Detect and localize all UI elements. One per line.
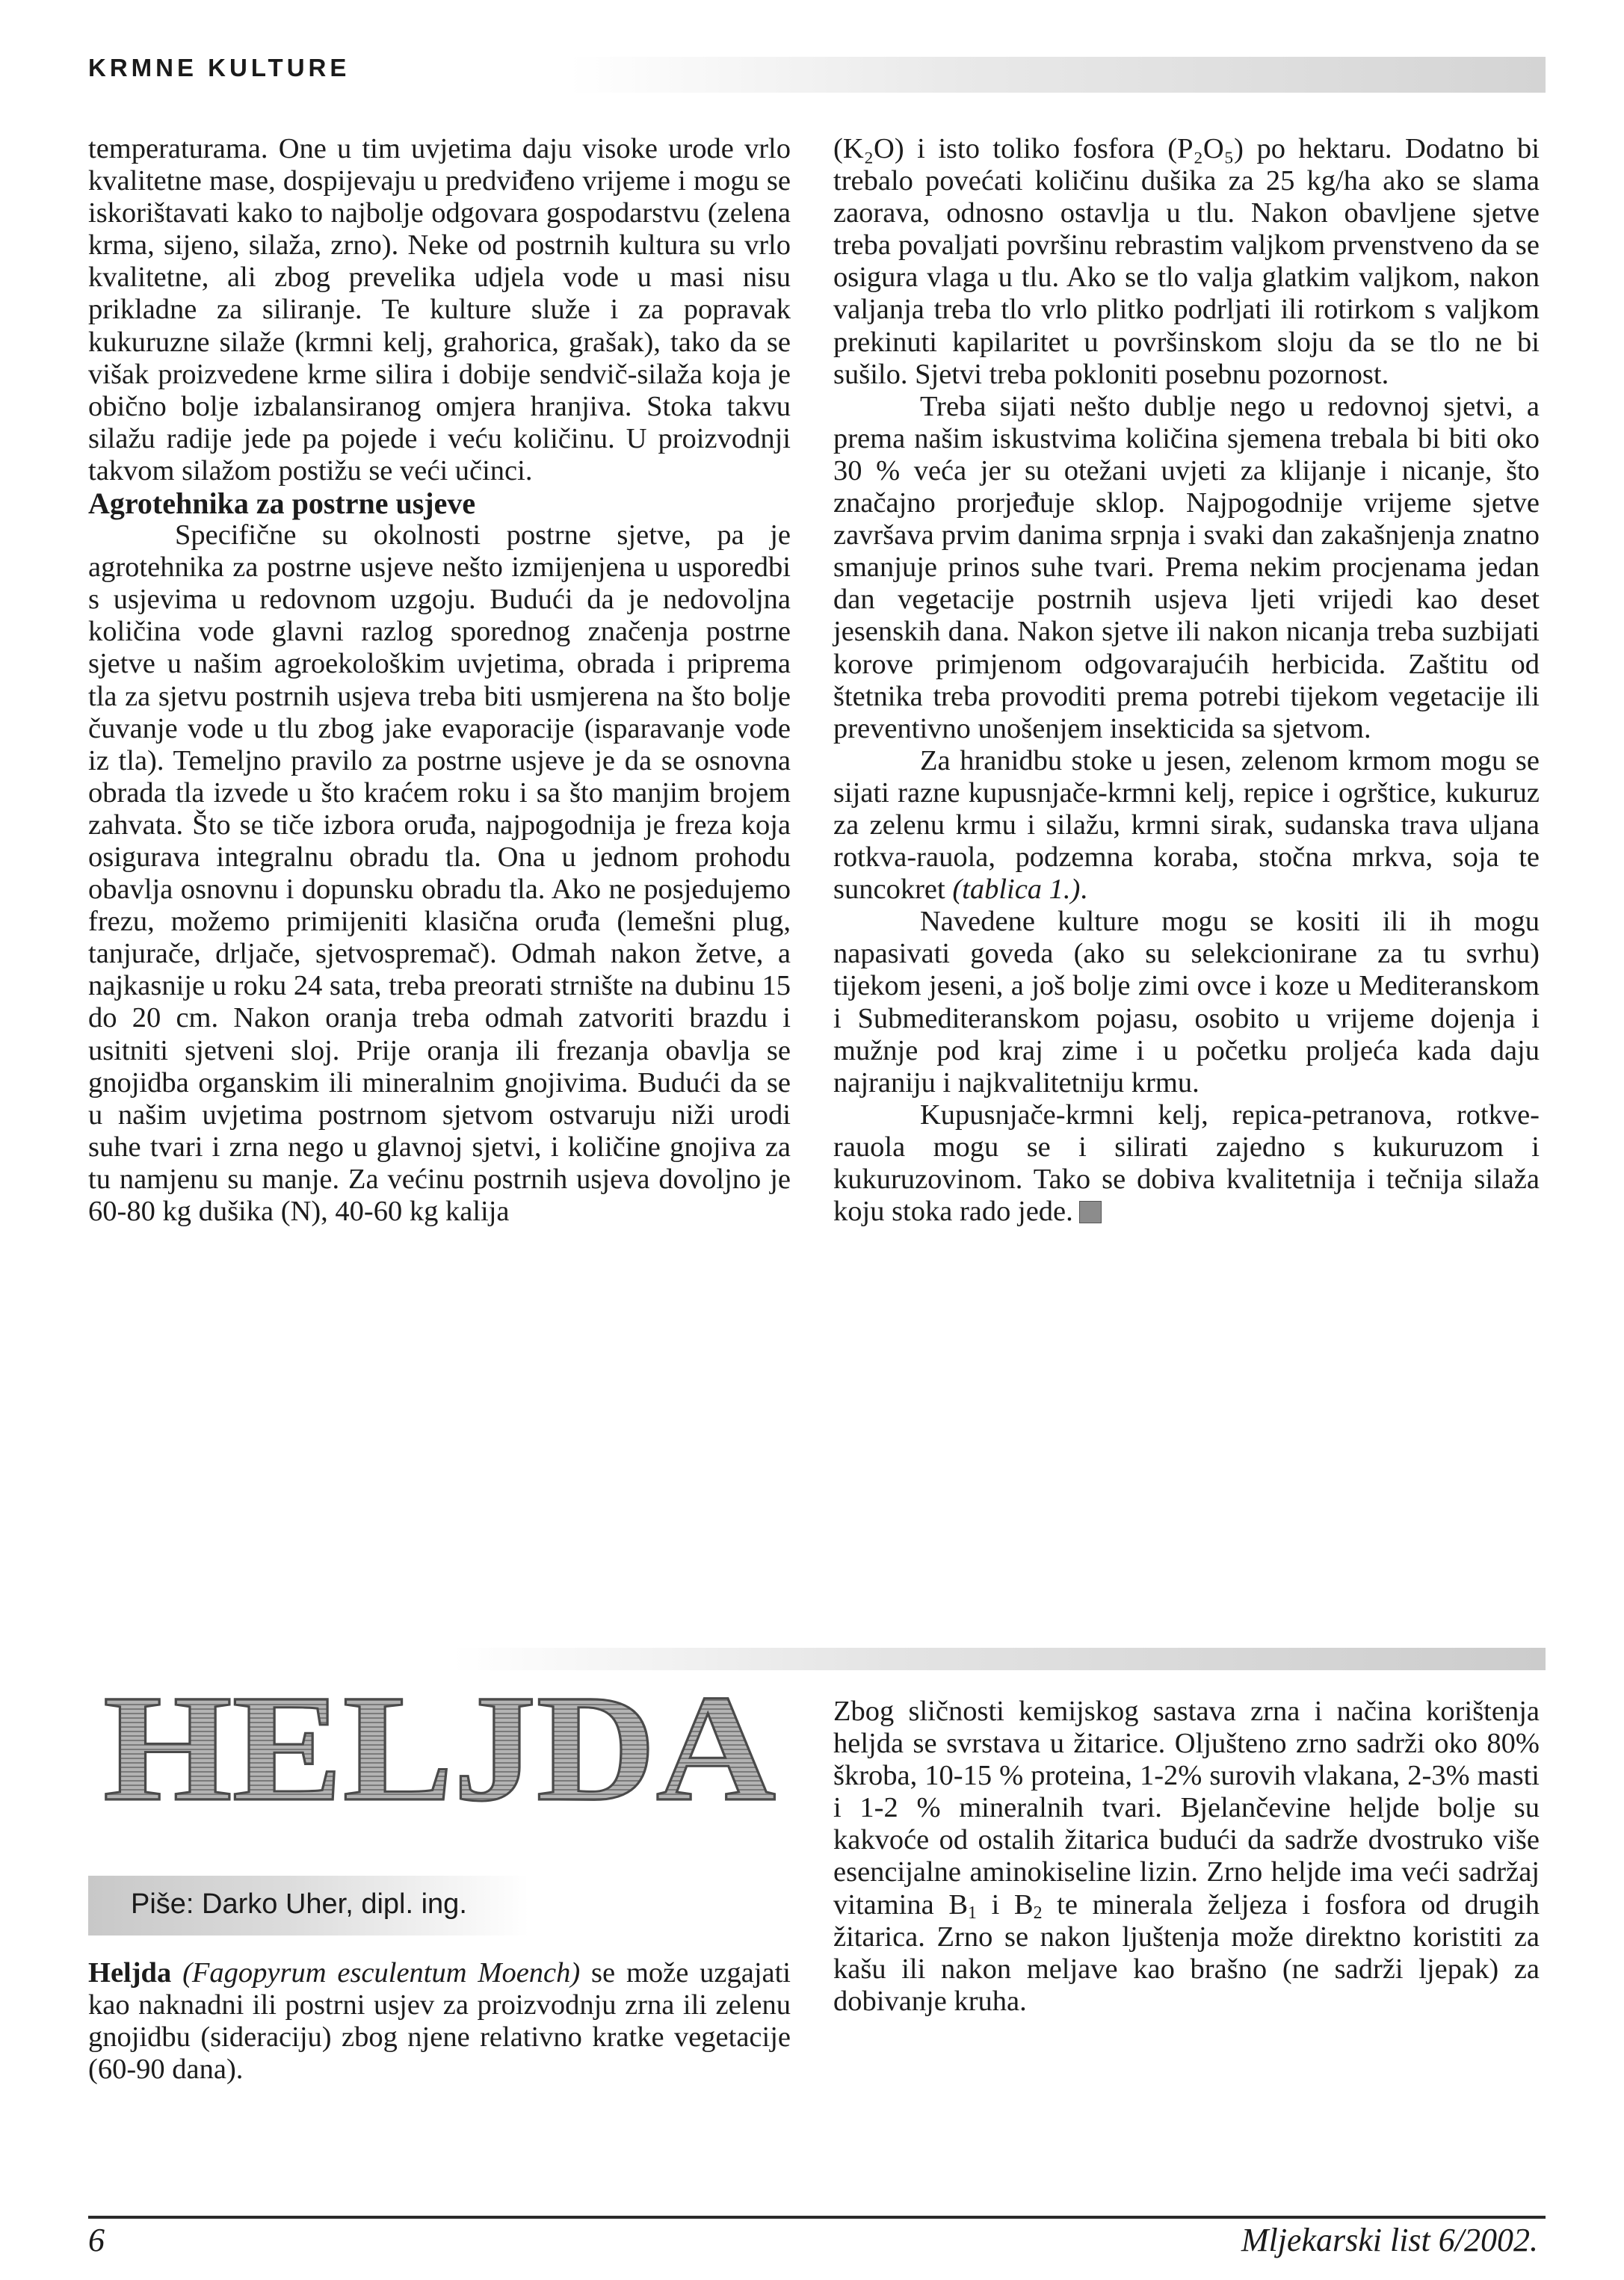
article-title-text: HELJDA	[103, 1681, 776, 1816]
right-column-top	[833, 133, 1540, 1228]
author-line: Piše: Darko Uher, dipl. ing.	[131, 1888, 467, 1920]
paragraph-text: Za hranidbu stoke u jesen, zelenom krmom mogu se sijati razne kupusnjače-krmni kelj, repice i ogrštice, kukuruz za zelenu krmu i silažu, krmni sirak, sudanska trava uljana rotkva-rauola, podzemna koraba, stočna mrkva, soja te suncokret	[833, 744, 1540, 906]
article-title-banner	[88, 1681, 791, 1816]
paragraph: (K₂O) i isto toliko fosfora (P₂O₅) po hektaru. Dodatno bi trebalo povećati količinu dušika za 25 kg/ha ako se slama zaorava, odnosno ostavlja u tlu. Nakon obavljene sjetve treba povaljati površinu rebrastim valjkom prvenstveno da se osigura vlaga u tlu. Ako se tlo valja glatkim valjkom, nakon valjanja treba tlo vrlo plitko podrljati ili rotirkom s valjkom prekinuti kapilaritet u površinskom sloju da se tlo ne bi sušilo. Sjetvi treba pokloniti posebnu pozornost.	[833, 133, 1540, 390]
table-reference: (tablica 1.)	[952, 874, 1081, 906]
subscript: 2	[1033, 1903, 1043, 1923]
article-title-graphic	[88, 1681, 791, 1816]
paragraph	[833, 1696, 1540, 2018]
paragraph-text: te minerala željeza i fosfora od drugih žitarica. Zrno se nakon ljuštenja može direktno koristiti za kašu ili nakon meljave kao brašno (ne sadrži ljepak) za dobivanje kruha.	[833, 1888, 1540, 2017]
paragraph: Navedene kulture mogu se kositi ili ih mogu napasivati goveda (ako su selekcionirane za tu svrhu) tijekom jeseni, a još bolje zimi ovce i koze u Mediteranskom i Submediteranskom pojasu, osobito u vrijeme dojenja i mužnje pod kraj zime i u početku proljeća kada daju najraniju i najkvalitetniju krmu.	[833, 906, 1540, 1099]
left-column-top	[88, 133, 791, 1228]
paragraph: temperaturama. One u tim uvjetima daju visoke urode vrlo kvalitetne mase, dospijevaju u predviđeno vrijeme i mogu se iskorištavati kako to najbolje odgovara gospodarstvu (zelena krma, sijeno, silaža, zrno). Neke od postrnih kultura su vrlo kvalitetne, ali zbog prevelika udjela vode u masi nisu prikladne za siliranje. Te kulture služe i za popravak kukuruzne silaže (krmni kelj, grahorica, grašak), tako da se višak proizvedene krme silira i dobije sendvič-silaža koja je obično bolje izbalansiranog omjera hranjiva. Stoka takvu silažu radije jede pa pojede i veću količinu. U proizvodnji takvom silažom postižu se veći učinci.	[88, 133, 791, 486]
left-column-bottom	[88, 1957, 791, 2086]
paragraph: Specifične su okolnosti postrne sjetve, pa je agrotehnika za postrne usjeve nešto izmijenjena u usporedbi s usjevima u redovnom uzgoju. Budući da je nedovoljna količina vode glavni razlog sporednog značenja postrne sjetve u našim agroekološkim uvjetima, obrada i priprema tla za sjetvu postrnih usjeva treba biti usmjerena na što bolje čuvanje vode u tlu zbog jake evaporacije (isparavanje vode iz tla). Temeljno pravilo za postrne usjeve je da se osnovna obrada tla izvede u što kraćem roku i sa što manjim brojem zahvata. Što se tiče izbora oruđa, najpogodnija je freza koja osigurava integralnu obradu tla. Ona u jednom prohodu obavlja osnovnu i dopunsku obradu tla. Ako ne posjedujemo frezu, možemo primijeniti klasična oruđa (lemešni plug, tanjurače, drljače, sjetvospremač). Odmah nakon žetve, a najkasnije u roku 24 sata, treba preorati strnište na dubinu 15 do 20 cm. Nakon oranja treba odmah zatvoriti brazdu i usitniti sjetveni sloj. Prije oranja ili frezanja obavlja se gnojidba organskim ili mineralnim gnojivima. Budući da se u našim uvjetima postrnom sjetvom ostvaruju niži urodi suhe tvari i zrna nego u glavnoj sjetvi, i količine gnojiva za tu namjenu su manje. Za većinu postrnih usjeva dovoljno je 60-80 kg dušika (N), 40-60 kg kalija	[88, 519, 791, 1227]
paragraph: Treba sijati nešto dublje nego u redovnoj sjetvi, a prema našim iskustvima količina sjemena trebala bi biti oko 30 % veća jer su otežani uvjeti za klijanje i nicanje, što značajno prorjeđuje sklop. Najpogodnije vrijeme sjetve završava prvim danima srpnja i svaki dan zakašnjenja znatno smanjuje prinos suhe tvari. Prema nekim procjenama jedan dan vegetacije postrnih usjeva ljeti vrijedi kao deset jesenskih dana. Nakon sjetve ili nakon nicanja treba suzbijati korove primjenom odgovarajućih herbicida. Zaštitu od štetnika treba provoditi prema potrebi tijekom vegetacije ili preventivno unošenjem insekticida sa sjetvom.	[833, 390, 1540, 744]
page-number: 6	[88, 2222, 105, 2258]
footer-rule	[88, 2216, 1546, 2219]
section-title: KRMNE KULTURE	[88, 54, 351, 81]
end-of-article-icon	[1079, 1201, 1102, 1223]
paragraph-text: Kupusnjače-krmni kelj, repica-petranova, rotkve-rauola mogu se i silirati zajedno s kukuruzom i kukuruzovinom. Tako se dobiva kvalitetnija i tečnija silaža koju stoka rado jede.	[833, 1099, 1540, 1228]
paragraph-text: i B	[976, 1888, 1034, 1921]
right-column-bottom	[833, 1696, 1540, 2018]
lead-text: se može uzgajati kao naknadni ili postrni usjev za proizvodnju zrna ili zelenu gnojidbu (sideraciju) zbog njene relativno kratke vegetacije (60-90 dana).	[88, 1957, 791, 2086]
latin-name: (Fagopyrum esculentum Moench)	[182, 1957, 581, 1989]
paragraph	[833, 1099, 1540, 1228]
lead-bold: Heljda	[88, 1957, 172, 1989]
paragraph	[833, 745, 1540, 906]
subheading: Agrotehnika za postrne usjeve	[88, 486, 476, 521]
publication-name: Mljekarski list 6/2002.	[1241, 2222, 1538, 2258]
lead-paragraph	[88, 1957, 791, 2086]
subscript: 1	[968, 1903, 977, 1923]
paragraph-text: Zbog sličnosti kemijskog sastava zrna i načina korištenja heljda se svrstava u žitarice. Oljušteno zrno sadrži oko 80% škroba, 10-15 % proteina, 1-2% surovih vlakana, 2-3% masti i 1-2 % mineralnih tvari. Bjelančevine heljde bolje su kakvoće od ostalih žitarica budući da sadrže dvostruko više esencijalne aminokiseline lizin. Zrno heljde ima veći sadržaj vitamina B	[833, 1696, 1540, 1921]
paragraph-end: .	[1080, 874, 1088, 906]
article-divider-bar	[88, 1648, 1546, 1670]
